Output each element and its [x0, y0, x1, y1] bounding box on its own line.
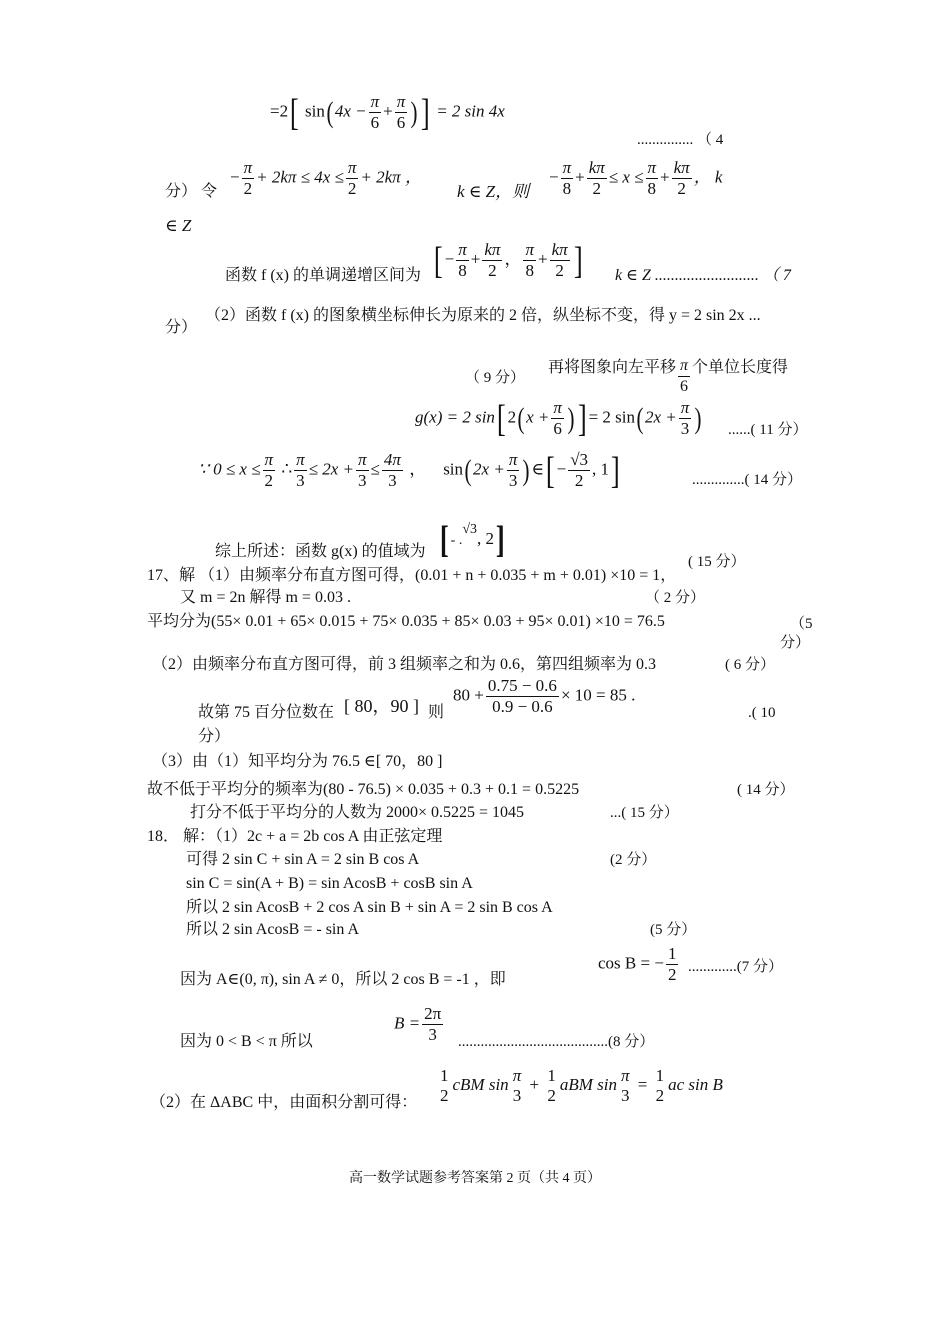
q16-line-1: =2[ sin(4x − $\frac{\pi}{6}$ + $\frac{\pi}{6}$ )] = 2 sin 4x [270, 91, 505, 134]
k-in-z: k ∈ Z，则 [457, 182, 530, 201]
q16-range: [ - .$^{√3}$, 2] [439, 519, 505, 561]
eq-sign: =2 [270, 101, 289, 121]
score-mark: .( 10 [748, 705, 776, 721]
q18-line-3: sin C = sin(A + B) = sin AcosB + cosB sin A [186, 875, 473, 892]
q16-line-7: g(x) = 2 sin[ 2(x + $\frac{\pi}{6}$ )] = 2 sin(2x + $\frac{\pi}{3}$ ) [415, 397, 702, 440]
score-mark: ...( 15 分） [610, 805, 679, 821]
bracket-right: ] [421, 91, 431, 134]
q18-area-eq: 1 2 cBM sin π 3 + 1 2 aBM sin π 3 = 1 2 ac sin B [440, 1066, 723, 1105]
q17-then: 则 [428, 704, 445, 721]
q16-line-2-prefix: 分） 令 [165, 183, 218, 200]
score-mark: ( 14 分） [737, 782, 795, 798]
q18-b-value: B = $\frac{2\pi}{3}$ [394, 1004, 442, 1044]
q17-line-3: 平均分为(55× 0.01 + 65× 0.015 + 75× 0.035 + 85× 0.03 + 95× 0.01) ×10 = 76.5 [147, 613, 665, 630]
q17-line-2: 又 m = 2n 解得 m = 0.03 . [180, 589, 351, 606]
q17-percentile-eq: 80 + $\frac{0.75 - 0.6}{0.9 - 0.6}$ × 10 = 85 . [453, 676, 636, 716]
score-mark: .............(7 分） [688, 959, 783, 975]
score-mark: ........................................(8 分） [458, 1034, 655, 1050]
q18-cos-b: cos B = − $\frac{1}{2}$ [598, 944, 677, 984]
fraction-pi-6a: $\frac{\pi}{6}$ [370, 92, 380, 132]
q16-line-5-prefix: 分） [165, 319, 198, 336]
q18-line-7: 因为 0 < B < π 所以 [180, 1033, 313, 1050]
q16-line-2-result: − $\frac{\pi}{8}$ + $\frac{k\pi}{2}$ ≤ x ≤ $\frac{\pi}{8}$ + $\frac{k\pi}{2}$ ， k [549, 158, 723, 198]
score-mark: (5 分） [650, 922, 697, 938]
paren-right: ) [410, 95, 418, 129]
score-mark: ............... （ 4 [637, 132, 724, 148]
q18-line-6: 因为 A∈(0, π), sin A ≠ 0，所以 2 cos B = -1 ，即 [180, 971, 506, 988]
q16-line-9: 综上所述：函数 g(x) 的值域为 [215, 543, 426, 560]
q17-line-5-text: 故第 75 百分位数在 [198, 704, 335, 721]
q18-line-5: 所以 2 sin AcosB = - sin A [186, 921, 360, 938]
q17-line-4: （2）由频率分布直方图可得，前 3 组频率之和为 0.6，第四组频率为 0.3 [152, 656, 657, 673]
q17-line-9: 打分不低于平均分的人数为 2000× 0.5225 = 1045 [190, 804, 525, 821]
q17-line-8: 故不低于平均分的频率为(80 - 76.5) × 0.035 + 0.3 + 0.1 = 0.5225 [147, 781, 580, 798]
q18-line-1: 18． 解：（1）2c + a = 2b cos A 由正弦定理 [147, 828, 443, 845]
score-mark: ......( 11 分） [728, 422, 808, 438]
score-mark: 分） [780, 635, 811, 651]
q16-line-5: （2）函数 f (x) 的图象横坐标伸长为原来的 2 倍，纵坐标不变，得 y = 2 sin 2x ... [205, 307, 761, 324]
q16-line-6: 再将图象向左平移 $\frac{\pi}{6}$ 个单位长度得 [548, 357, 789, 395]
q17-line-1: 17、解 （1）由频率分布直方图可得，(0.01 + n + 0.035 + m + 0.01) ×10 = 1， [147, 567, 677, 584]
q16-interval: [ − $\frac{\pi}{8}$ + $\frac{k\pi}{2}$ ， $\frac{\pi}{8}$ + $\frac{k\pi}{2}$ ] [433, 239, 583, 282]
q16-line-4-mark: k ∈ Z .......................... （ 7 [615, 267, 791, 284]
paren-left: ( [326, 95, 334, 129]
q18-line-4: 所以 2 sin AcosB + 2 cos A sin B + sin A = 2 sin B cos A [186, 899, 553, 916]
q17-interval: [ 80，90 ] [344, 696, 419, 716]
score-mark: ( 15 分） [688, 554, 746, 570]
fraction-pi-6b: $\frac{\pi}{6}$ [396, 92, 406, 132]
score-mark: （ 9 分） [465, 370, 526, 386]
score-mark: （5 [790, 616, 813, 632]
score-mark: 分） [198, 728, 231, 745]
score-mark: （ 2 分） [645, 590, 706, 606]
bracket-left: [ [289, 91, 299, 134]
q18-line-8: （2）在 ΔABC 中，由面积分割可得： [150, 1094, 418, 1111]
q16-line-3: ∈ Z [165, 216, 192, 235]
q17-line-7: （3）由（1）知平均分为 76.5 ∈[ 70，80 ] [152, 753, 443, 770]
q16-line-4-text: 函数 f (x) 的单调递增区间为 [225, 267, 421, 284]
rhs: = 2 sin 4x [436, 101, 505, 121]
page-footer: 高一数学试题参考答案第 2 页（共 4 页） [349, 1171, 601, 1186]
q16-line-2-inequality: − $\frac{\pi}{2}$ + 2kπ ≤ 4x ≤ $\frac{\pi}{2}$ + 2kπ ， [230, 158, 422, 198]
q18-line-2: 可得 2 sin C + sin A = 2 sin B cos A [186, 851, 420, 868]
q16-line-8: ∵ 0 ≤ x ≤ $\frac{\pi}{2}$ ∴ $\frac{\pi}{3}$ ≤ 2x + $\frac{\pi}{3}$ ≤ $\frac{4\pi}{3}$ ， sin(2x + $\frac{\pi}{3}$ )∈[ − $\frac{√3}{2}$ , 1] [198, 449, 620, 492]
score-mark: (2 分） [610, 852, 657, 868]
score-mark: ..............( 14 分） [692, 472, 802, 488]
score-mark: ( 6 分） [725, 657, 775, 673]
